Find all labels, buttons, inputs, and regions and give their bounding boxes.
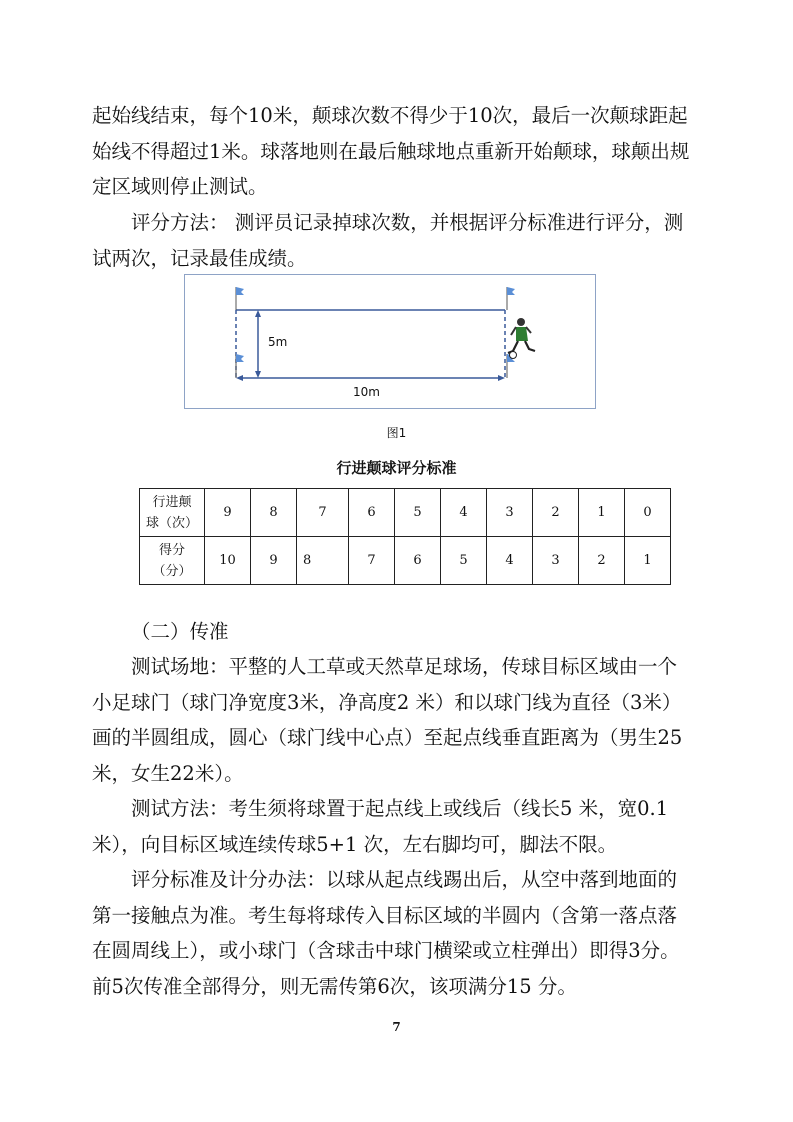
flag-icon bbox=[236, 287, 244, 310]
score-table bbox=[139, 488, 671, 585]
text-line: 起始线结束，每个10米，颠球次数不得少于10次，最后一次颠球距起 bbox=[92, 104, 688, 127]
field-diagram bbox=[184, 274, 596, 409]
table-cell: 5 bbox=[441, 537, 487, 585]
flag-icon bbox=[236, 354, 244, 378]
flag-icon bbox=[507, 287, 515, 310]
text-line: 始线不得超过1米。球落地则在最后触球地点重新开始颠球，球颠出规 bbox=[92, 139, 690, 163]
text-line: 测试方法：考生须将球置于起点线上或线后（线长5 米，宽0.1 bbox=[131, 797, 669, 820]
text-line: 前5次传准全部得分，则无需传第6次，该项满分15 分。 bbox=[92, 974, 577, 998]
table-cell: 9 bbox=[251, 537, 297, 585]
table-cell: 6 bbox=[349, 489, 395, 537]
text-line: 在圆周线上），或小球门（含球击中球门横梁或立柱弹出）即得3分。 bbox=[92, 939, 680, 962]
section-heading bbox=[92, 614, 704, 650]
section-heading-text: （二）传准 bbox=[131, 620, 229, 643]
table-cell: 4 bbox=[487, 537, 533, 585]
text-line: 试两次，记录最佳成绩。 bbox=[92, 246, 307, 270]
test-method-paragraph bbox=[92, 791, 704, 862]
table-cell: 7 bbox=[297, 489, 349, 537]
table-cell: 5 bbox=[395, 489, 441, 537]
intro-paragraph bbox=[92, 98, 704, 205]
table-cell: 1 bbox=[579, 489, 625, 537]
table-cell: 7 bbox=[349, 537, 395, 585]
text-line: 测试场地：平整的人工草或天然草足球场，传球目标区域由一个 bbox=[131, 655, 678, 678]
text-line: 评分方法： 测评员记录掉球次数，并根据评分标准进行评分，测 bbox=[131, 211, 684, 234]
table-row bbox=[140, 537, 671, 585]
page-number: 7 bbox=[392, 1020, 401, 1034]
table-cell: 8 bbox=[297, 537, 349, 585]
table-title: 行进颠球评分标准 bbox=[336, 459, 457, 477]
table-cell: 4 bbox=[441, 489, 487, 537]
table-cell: 2 bbox=[533, 489, 579, 537]
table-cell: 9 bbox=[205, 489, 251, 537]
table-row bbox=[140, 489, 671, 537]
header-line: 得分 bbox=[158, 542, 185, 558]
figure-caption: 图1 bbox=[386, 426, 407, 440]
row-header-count bbox=[140, 489, 205, 537]
text-line: 画的半圆组成，圆心（球门线中心点）至起点线垂直距离为（男生25 bbox=[92, 726, 683, 749]
text-line: 定区域则停止测试。 bbox=[92, 175, 268, 198]
table-cell: 0 bbox=[625, 489, 671, 537]
text-line: 米），向目标区域连续传球5+1 次，左右脚均可，脚法不限。 bbox=[92, 832, 618, 856]
table-cell: 3 bbox=[487, 489, 533, 537]
header-line: 行进颠 bbox=[152, 494, 192, 510]
text-line: 小足球门（球门净宽度3米，净高度2 米）和以球门线为直径（3米） bbox=[92, 690, 682, 714]
height-label: 5m bbox=[268, 335, 288, 349]
scoring-standard-paragraph bbox=[92, 862, 704, 1004]
row-header-score bbox=[140, 537, 205, 585]
width-label: 10m bbox=[353, 385, 380, 399]
table-cell: 3 bbox=[533, 537, 579, 585]
scoring-method-paragraph bbox=[92, 205, 704, 276]
table-cell: 1 bbox=[625, 537, 671, 585]
text-line: 评分标准及计分办法：以球从起点线踢出后，从空中落到地面的 bbox=[131, 868, 678, 891]
text-line: 第一接触点为准。考生每将球传入目标区域的半圆内（含第一落点落 bbox=[92, 903, 678, 927]
header-line: 球（次） bbox=[145, 515, 198, 531]
text-line: 米，女生22米）。 bbox=[92, 761, 244, 785]
table-cell: 2 bbox=[579, 537, 625, 585]
test-site-paragraph bbox=[92, 649, 704, 791]
soccer-player-icon bbox=[508, 318, 535, 359]
table-cell: 6 bbox=[395, 537, 441, 585]
header-line: （分） bbox=[152, 563, 192, 579]
table-cell: 8 bbox=[251, 489, 297, 537]
table-cell: 10 bbox=[205, 537, 251, 585]
